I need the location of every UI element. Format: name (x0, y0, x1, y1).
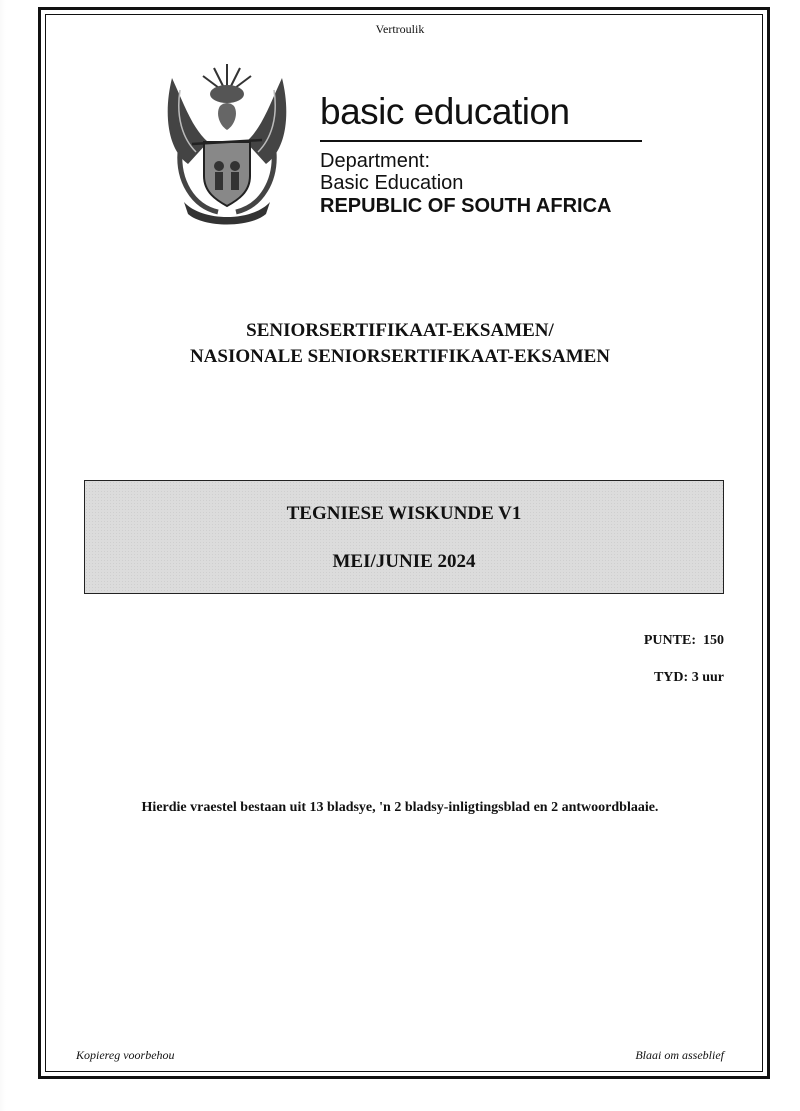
paper-info: Hierdie vraestel bestaan uit 13 bladsye, 'n 2 bladsy-inligtingsblad en 2 antwoordblaaie. (141, 800, 659, 815)
time-label: TYD: (653, 670, 689, 685)
confidential-label: Vertroulik (375, 22, 425, 36)
subject-box (84, 480, 724, 594)
exam-session: MEI/JUNIE 2024 (332, 551, 476, 572)
exam-details (644, 632, 724, 706)
time-row (644, 669, 724, 687)
brand-name: basic education (320, 88, 642, 142)
marks-label: PUNTE: (643, 633, 696, 648)
department-brand (320, 88, 642, 218)
subject-name: TEGNIESE WISKUNDE V1 (286, 503, 522, 524)
time-value: 3 uur (691, 670, 724, 685)
department-label: Department: (320, 150, 431, 172)
marks-row (644, 632, 724, 650)
marks-value: 150 (703, 633, 724, 648)
turn-over-note: Blaai om asseblief (635, 1048, 724, 1062)
coat-of-arms-icon (162, 60, 292, 225)
country-name: REPUBLIC OF SOUTH AFRICA (320, 195, 612, 217)
department-name: Basic Education (320, 172, 464, 194)
exam-title (0, 318, 800, 370)
exam-title-line2: NASIONALE SENIORSERTIFIKAAT-EKSAMEN (189, 346, 611, 367)
copyright-note: Kopiereg voorbehou (76, 1048, 175, 1062)
exam-title-line1: SENIORSERTIFIKAAT-EKSAMEN/ (246, 320, 554, 341)
